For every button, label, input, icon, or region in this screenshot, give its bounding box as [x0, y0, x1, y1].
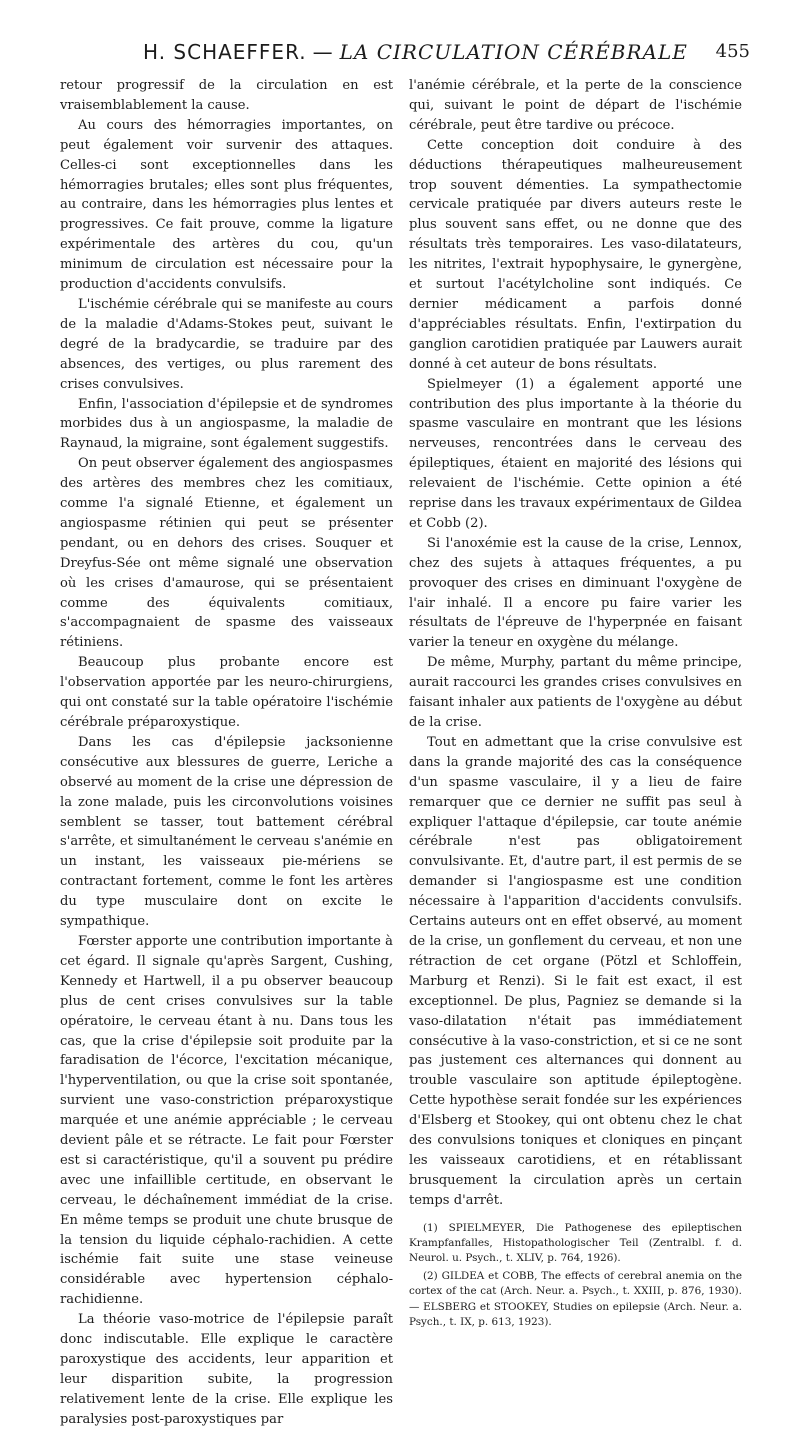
- header-dash: —: [312, 40, 334, 64]
- header-author: H. SCHAEFFER.: [143, 40, 307, 64]
- paragraph: l'anémie cérébrale, et la perte de la conscience qui, suivant le point de départ de l'ischémie cérébrale, peut être tardive ou précoce.: [409, 78, 742, 133]
- paragraph: Si l'anoxémie est la cause de la crise, Lennox, chez des sujets à attaques fréquentes, a pu provoquer des crises en diminuant l'oxygène de l'air inhalé. Il a encore pu faire varier les résultats de l'épreuve de l'hyperpnée en faisant varier la teneur en oxygène du mélange.: [409, 535, 742, 651]
- running-header: [60, 40, 750, 76]
- paragraph: La théorie vaso-motrice de l'épilepsie paraît donc indiscutable. Elle explique le caractère paroxystique des accidents, leur apparition et leur disparition subite, la progression relativement lente de la crise. Elle explique les paralysies post-paroxystiques par: [60, 1312, 393, 1427]
- paragraph: Tout en admettant que la crise convulsive est dans la grande majorité des cas la conséquence d'un spasme vasculaire, il y a lieu de faire remarquer que ce dernier ne suffit pas seul à expliquer l'attaque d'épilepsie, car toute anémie cérébrale n'est pas obligatoirement convulsivante. Et, d'autre part, il est permis de se demander si l'angiospasme est une condition nécessaire à l'apparition d'accidents convulsifs. Certains auteurs ont en effet observé, au moment de la crise, un gonflement du cerveau, et non une rétraction de cet organe (Pötzl et Schloffein, Marburg et Renzi). Si le fait est exact, il est exceptionnel. De plus, Pagniez se demande si la vaso-dilatation n'était pas immédiatement consécutive à la vaso-constriction, et si ce ne sont pas justement ces alternances qui donnent au trouble vasculaire son aptitude épileptogène. Cette hypothèse serait fondée sur les expériences d'Elsberg et Stookey, qui ont obtenu chez le chat des convulsions toniques et cloniques en pinçant les vaisseaux carotidiens, et en rétablissant brusquement la circulation après un certain temps d'arrêt.: [409, 734, 742, 1208]
- paragraph: Dans les cas d'épilepsie jacksonienne consécutive aux blessures de guerre, Leriche a observé au moment de la crise une dépression de la zone malade, puis les circonvolutions voisines semblent se tasser, tout battement cérébral s'arrête, et simultanément le cerveau s'anémie en un instant, les vaisseaux pie-mériens se contractant fortement, comme le font les artères du type musculaire dont on excite le sympathique.: [60, 734, 393, 930]
- paragraph: Fœrster apporte une contribution importante à cet égard. Il signale qu'après Sargent, Cushing, Kennedy et Hartwell, il a pu observer beaucoup plus de cent crises convulsives sur la table opératoire, le cerveau étant à nu. Dans tous les cas, que la crise d'épilepsie soit produite par la faradisation de l'écorce, l'excitation mécanique, l'hyperventilation, ou que la crise soit spontanée, survient une vaso-constriction préparoxystique marquée et une anémie appréciable ; le cerveau devient pâle et se rétracte. Le fait pour Fœrster est si caractéristique, qu'il a souvent pu prédire avec une infaillible certitude, en observant le cerveau, le déchaînement immédiat de la crise. En même temps se produit une chute brusque de la tension du liquide céphalo-rachidien. A cette ischémie fait suite une stase veineuse considérable avec hypertension céphalo-rachidienne.: [60, 933, 393, 1308]
- page-number: 455: [715, 41, 750, 62]
- footnote: (2) GILDEA et COBB, The effects of cerebral anemia on the cortex of the cat (Arch. Neur. a. Psych., t. XXIII, p. 876, 1930). — ELSBERG et STOOKEY, Studies on epilepsie (Arch. Neur. a. Psych., t. IX, p. 613, 1923).: [409, 1269, 742, 1329]
- paragraph: On peut observer également des angiospasmes des artères des membres chez les comitiaux, comme l'a signalé Etienne, et également un angiospasme rétinien qui peut se présenter pendant, ou en dehors des crises. Souquer et Dreyfus-Sée ont même signalé une observation où les crises d'amaurose, qui se présentaient comme des équivalents comitiaux, s'accompagnaient de spasme des vaisseaux rétiniens.: [60, 456, 393, 651]
- header-title: LA CIRCULATION CÉRÉBRALE: [339, 40, 688, 64]
- paragraph: L'ischémie cérébrale qui se manifeste au cours de la maladie d'Adams-Stokes peut, suivant le degré de la bradycardie, se traduire par des absences, des vertiges, ou plus rarement des crises convulsives.: [60, 296, 393, 392]
- paragraph: Au cours des hémorragies importantes, on peut également voir survenir des attaques. Celles-ci sont exceptionnelles dans les hémorragies brutales; elles sont plus fréquentes, au contraire, dans les hémorragies plus lentes et progressives. Ce fait prouve, comme la ligature expérimentale des artères du cou, qu'un minimum de circulation est nécessaire pour la production d'accidents convulsifs.: [60, 117, 393, 293]
- footnotes: [409, 1221, 742, 1331]
- paragraph: retour progressif de la circulation en est vraisemblablement la cause.: [60, 78, 393, 113]
- footnote: (1) SPIELMEYER, Die Pathogenese des epileptischen Krampfanfalles, Histopathologischer Teil (Zentralbl. f. d. Neurol. u. Psych., t. XLIV, p. 764, 1926).: [409, 1221, 742, 1265]
- paragraph: Spielmeyer (1) a également apporté une contribution des plus importante à la théorie du spasme vasculaire en montrant que les lésions nerveuses, rencontrées dans le cerveau des épileptiques, étaient en majorité des lésions qui relevaient de l'ischémie. Cette opinion a été reprise dans les travaux expérimentaux de Gildea et Cobb (2).: [409, 376, 742, 531]
- running-header-title: [143, 40, 688, 64]
- right-column: [409, 76, 742, 1333]
- paragraph: Enfin, l'association d'épilepsie et de syndromes morbides dus à un angiospasme, la maladie de Raynaud, la migraine, sont également suggestifs.: [60, 396, 393, 452]
- paragraph: Cette conception doit conduire à des déductions thérapeutiques malheureusement trop souvent démenties. La sympathectomie cervicale pratiquée par divers auteurs reste le plus souvent sans effet, ou ne donne que des résultats très temporaires. Les vaso-dilatateurs, les nitrites, l'extrait hypophysaire, le gynergène, et surtout l'acétylcholine sont indiqués. Ce dernier médicament a parfois donné d'appréciables résultats. Enfin, l'extirpation du ganglion carotidien pratiquée par Lauwers aurait donné à cet auteur de bons résultats.: [409, 137, 742, 372]
- paragraph: De même, Murphy, partant du même principe, aurait raccourci les grandes crises convulsives en faisant inhaler aux patients de l'oxygène au début de la crise.: [409, 655, 742, 730]
- left-column: [60, 76, 393, 1430]
- paragraph: Beaucoup plus probante encore est l'observation apportée par les neuro-chirurgiens, qui ont constaté sur la table opératoire l'ischémie cérébrale préparoxystique.: [60, 655, 393, 730]
